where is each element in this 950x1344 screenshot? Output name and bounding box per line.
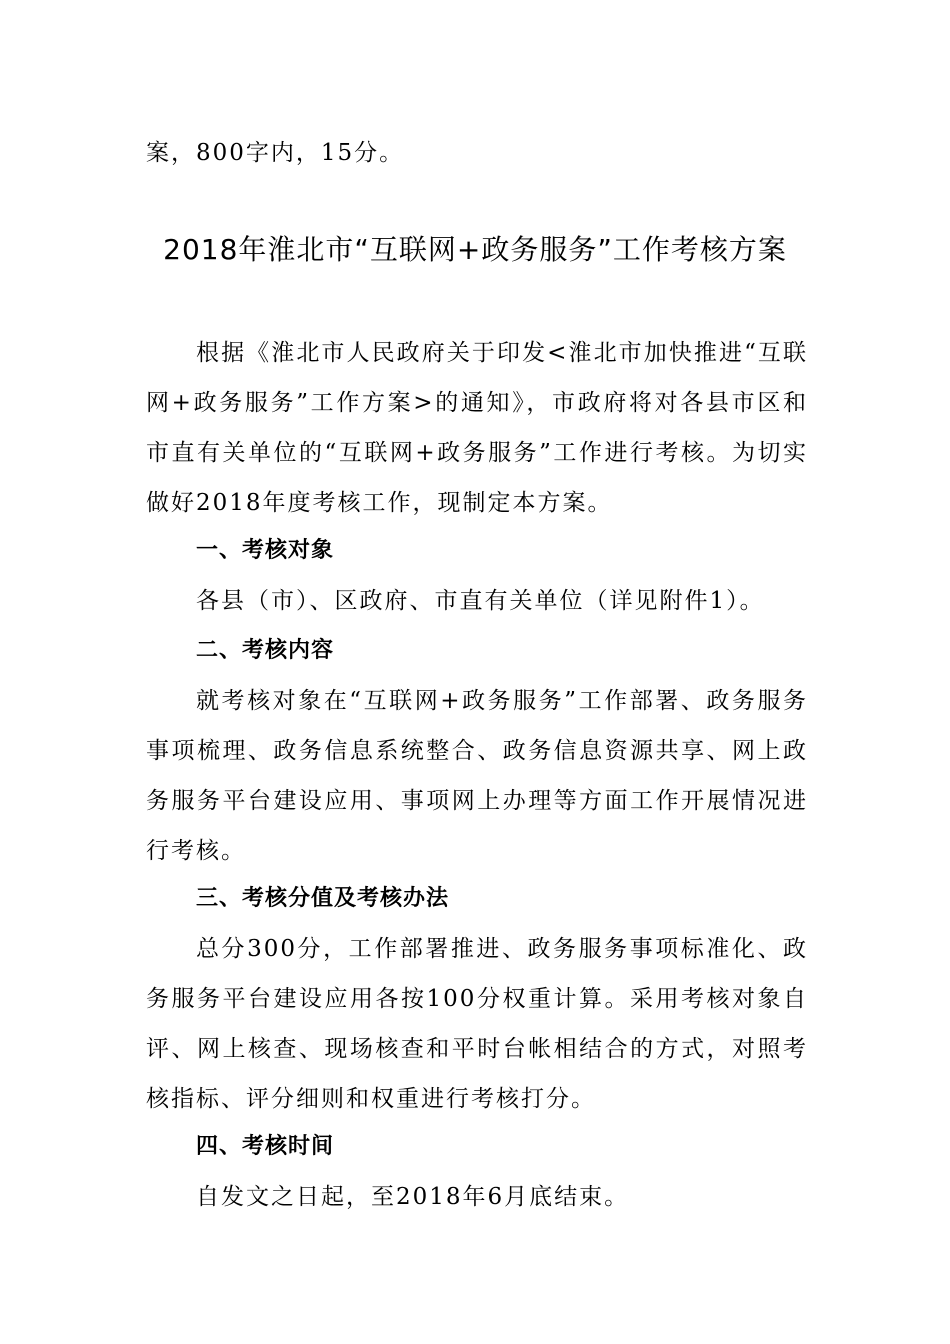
section-line: 务服务平台建设应用各按100分权重计算。采用考核对象自	[146, 986, 808, 1012]
section-line: 评、网上核查、现场核查和平时台帐相结合的方式，对照考	[146, 1036, 808, 1062]
section-heading-scoring: 三、考核分值及考核办法	[196, 886, 450, 911]
section-line: 务服务平台建设应用、事项网上办理等方面工作开展情况进	[146, 788, 808, 814]
section-line: 总分300分，工作部署推进、政务服务事项标准化、政	[196, 936, 808, 962]
continuation-line: 案，800字内，15分。	[146, 140, 405, 166]
section-line: 行考核。	[146, 838, 246, 864]
section-line: 自发文之日起，至2018年6月底结束。	[196, 1184, 630, 1210]
intro-line: 做好2018年度考核工作，现制定本方案。	[146, 490, 613, 516]
section-paragraph-scoring	[146, 924, 808, 1124]
intro-line: 网+政务服务”工作方案>的通知》，市政府将对各县市区和	[146, 390, 808, 416]
section-heading-content: 二、考核内容	[196, 638, 335, 663]
intro-paragraph	[146, 328, 808, 528]
section-paragraph-time	[146, 1172, 808, 1222]
section-paragraph-targets	[146, 576, 808, 626]
section-line: 各县（市）、区政府、市直有关单位（详见附件1）。	[196, 588, 765, 614]
section-line: 事项梳理、政务信息系统整合、政务信息资源共享、网上政	[146, 738, 808, 764]
intro-line: 根据《淮北市人民政府关于印发<淮北市加快推进“互联	[196, 340, 808, 366]
section-line: 核指标、评分细则和权重进行考核打分。	[146, 1086, 596, 1112]
section-heading-time: 四、考核时间	[196, 1134, 335, 1159]
intro-line: 市直有关单位的“互联网+政务服务”工作进行考核。为切实	[146, 440, 808, 466]
section-heading-targets: 一、考核对象	[196, 538, 335, 563]
document-title: 2018年淮北市“互联网+政务服务”工作考核方案	[163, 233, 787, 266]
section-line: 就考核对象在“互联网+政务服务”工作部署、政务服务	[196, 688, 808, 714]
continuation-text	[146, 128, 808, 178]
section-paragraph-content	[146, 676, 808, 876]
